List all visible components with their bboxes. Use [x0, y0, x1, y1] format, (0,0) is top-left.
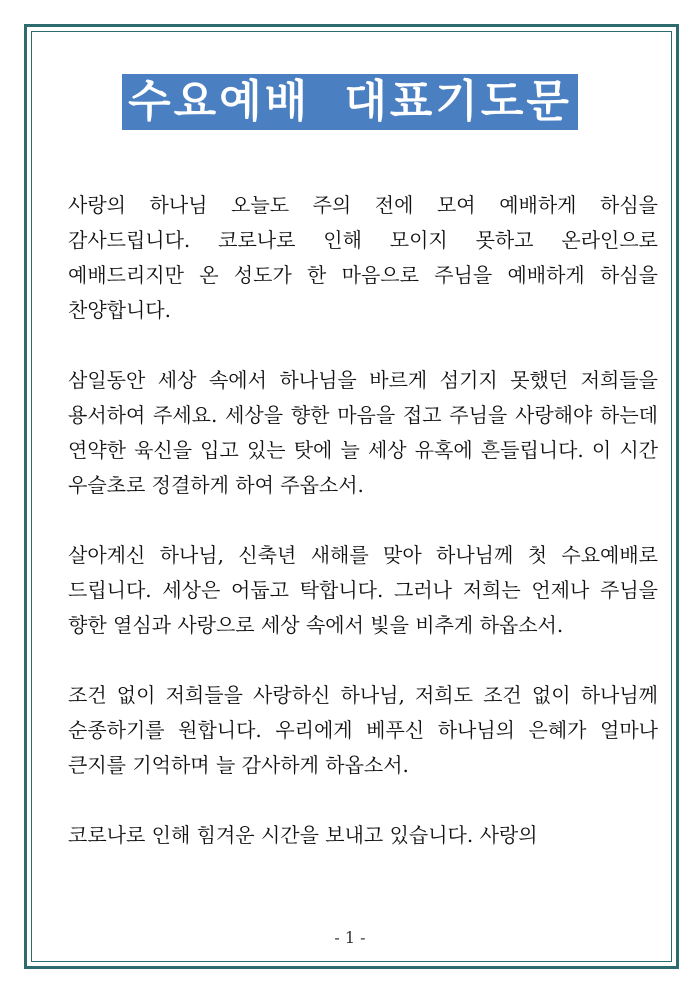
paragraph-3: 살아계신 하나님, 신축년 새해를 맞아 하나님께 첫 수요예배로 드립니다. 세상은 어둡고 탁합니다. 그러나 저희는 언제나 주님을 향한 열심과 사랑으로 세상 속에서 빛을 비추게 하옵소서.	[68, 543, 658, 637]
page-number: - 1 -	[334, 928, 366, 947]
paragraph-4: 조건 없이 저희들을 사랑하신 하나님, 저희도 조건 없이 하나님께 순종하기를 원합니다. 우리에게 베푸신 하나님의 은혜가 얼마나 큰지를 기억하며 늘 감사하게 하옵소서.	[68, 683, 658, 777]
document-body	[68, 188, 658, 853]
paragraph-2: 삼일동안 세상 속에서 하나님을 바르게 섬기지 못했던 저희들을 용서하여 주세요. 세상을 향한 마음을 접고 주님을 사랑해야 하는데 연약한 육신을 입고 있는 탓에 늘 세상 유혹에 흔들립니다. 이 시간 우슬초로 정결하게 하여 주옵소서.	[68, 368, 658, 497]
document-title: 수요예배 대표기도문	[122, 74, 578, 130]
paragraph-5: 코로나로 인해 힘겨운 시간을 보내고 있습니다. 사랑의	[68, 823, 538, 847]
paragraph-1: 사랑의 하나님 오늘도 주의 전에 모여 예배하게 하심을 감사드립니다. 코로나로 인해 모이지 못하고 온라인으로 예배드리지만 온 성도가 한 마음으로 주님을 예배하게 하심을 찬양합니다.	[68, 193, 658, 322]
title-container	[0, 74, 700, 130]
